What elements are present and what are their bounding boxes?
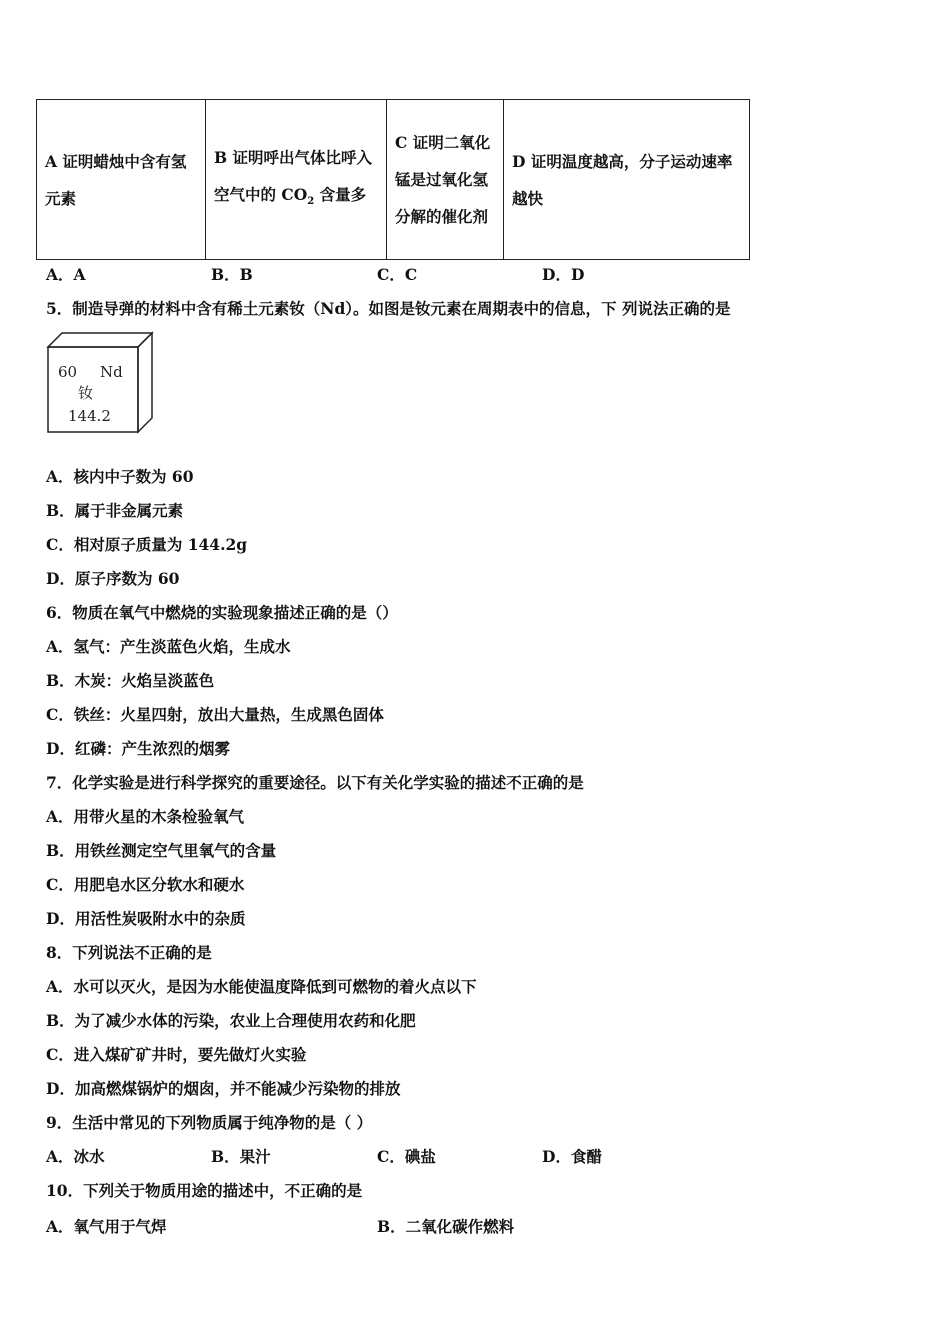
q8-option-c[interactable]: C．进入煤矿矿井时，要先做灯火实验 — [46, 1045, 307, 1064]
q5-option-a[interactable]: A．核内中子数为 60 — [46, 467, 194, 486]
table-cell-d: D 证明温度越高，分子运动速率越快 — [504, 100, 750, 260]
table-cell-b: B 证明呼出气体比呼入空气中的 $CO_2$ 含量多 — [206, 100, 387, 260]
q5-option-d[interactable]: D．原子序数为 60 — [46, 569, 180, 588]
q6-option-c[interactable]: C．铁丝：火星四射，放出大量热，生成黑色固体 — [46, 705, 384, 724]
q10-option-b[interactable]: B．二氧化碳作燃料 — [377, 1217, 515, 1236]
q9-option-b[interactable]: B．果汁 — [211, 1147, 271, 1166]
question-8-stem: 8．下列说法不正确的是 — [46, 943, 212, 962]
element-atomic-mass: 144.2 — [68, 407, 111, 425]
table-cell-a: A 证明蜡烛中含有氢元素 — [37, 100, 206, 260]
q5-option-b[interactable]: B．属于非金属元素 — [46, 501, 184, 520]
q8-option-a[interactable]: A．水可以灭火，是因为水能使温度降低到可燃物的着火点以下 — [46, 977, 477, 996]
answer-option-a[interactable]: A．A — [46, 265, 86, 284]
question-9-stem: 9．生活中常见的下列物质属于纯净物的是（ ） — [46, 1113, 373, 1132]
q7-option-d[interactable]: D．用活性炭吸附水中的杂质 — [46, 909, 246, 928]
q5-option-c[interactable]: C．相对原子质量为 144.2g — [46, 535, 248, 554]
element-atomic-number: 60 — [58, 363, 78, 381]
q9-option-d[interactable]: D．食醋 — [542, 1147, 602, 1166]
answer-option-d[interactable]: D．D — [542, 265, 585, 284]
answer-option-b[interactable]: B．B — [211, 265, 253, 284]
question-10-stem: 10．下列关于物质用途的描述中，不正确的是 — [46, 1181, 363, 1200]
question-7-stem: 7．化学实验是进行科学探究的重要途径。以下有关化学实验的描述不正确的是 — [46, 773, 584, 792]
q6-option-b[interactable]: B．木炭：火焰呈淡蓝色 — [46, 671, 215, 690]
question-5-stem: 5．制造导弹的材料中含有稀土元素钕（Nd）。如图是钕元素在周期表中的信息，下 列说法正确的是 — [46, 299, 731, 318]
q8-option-d[interactable]: D．加高燃煤锅炉的烟囱，并不能减少污染物的排放 — [46, 1079, 401, 1098]
element-name: 钕 — [78, 384, 94, 402]
q7-option-a[interactable]: A．用带火星的木条检验氧气 — [46, 807, 245, 826]
q8-option-b[interactable]: B．为了减少水体的污染，农业上合理使用农药和化肥 — [46, 1011, 416, 1030]
answer-option-c[interactable]: C．C — [377, 265, 418, 284]
q9-option-c[interactable]: C．碘盐 — [377, 1147, 436, 1166]
q6-option-d[interactable]: D．红磷：产生浓烈的烟雾 — [46, 739, 230, 758]
options-table — [36, 99, 750, 260]
q7-option-c[interactable]: C．用肥皂水区分软水和硬水 — [46, 875, 245, 894]
q7-option-b[interactable]: B．用铁丝测定空气里氧气的含量 — [46, 841, 277, 860]
element-cell-illustration — [46, 331, 154, 435]
element-symbol: Nd — [100, 363, 123, 381]
q9-option-a[interactable]: A．冰水 — [46, 1147, 105, 1166]
q6-option-a[interactable]: A．氢气：产生淡蓝色火焰，生成水 — [46, 637, 291, 656]
q10-option-a[interactable]: A．氧气用于气焊 — [46, 1217, 167, 1236]
table-cell-c: C 证明二氧化锰是过氧化氢分解的催化剂 — [387, 100, 504, 260]
question-6-stem: 6．物质在氧气中燃烧的实验现象描述正确的是（） — [46, 603, 398, 622]
